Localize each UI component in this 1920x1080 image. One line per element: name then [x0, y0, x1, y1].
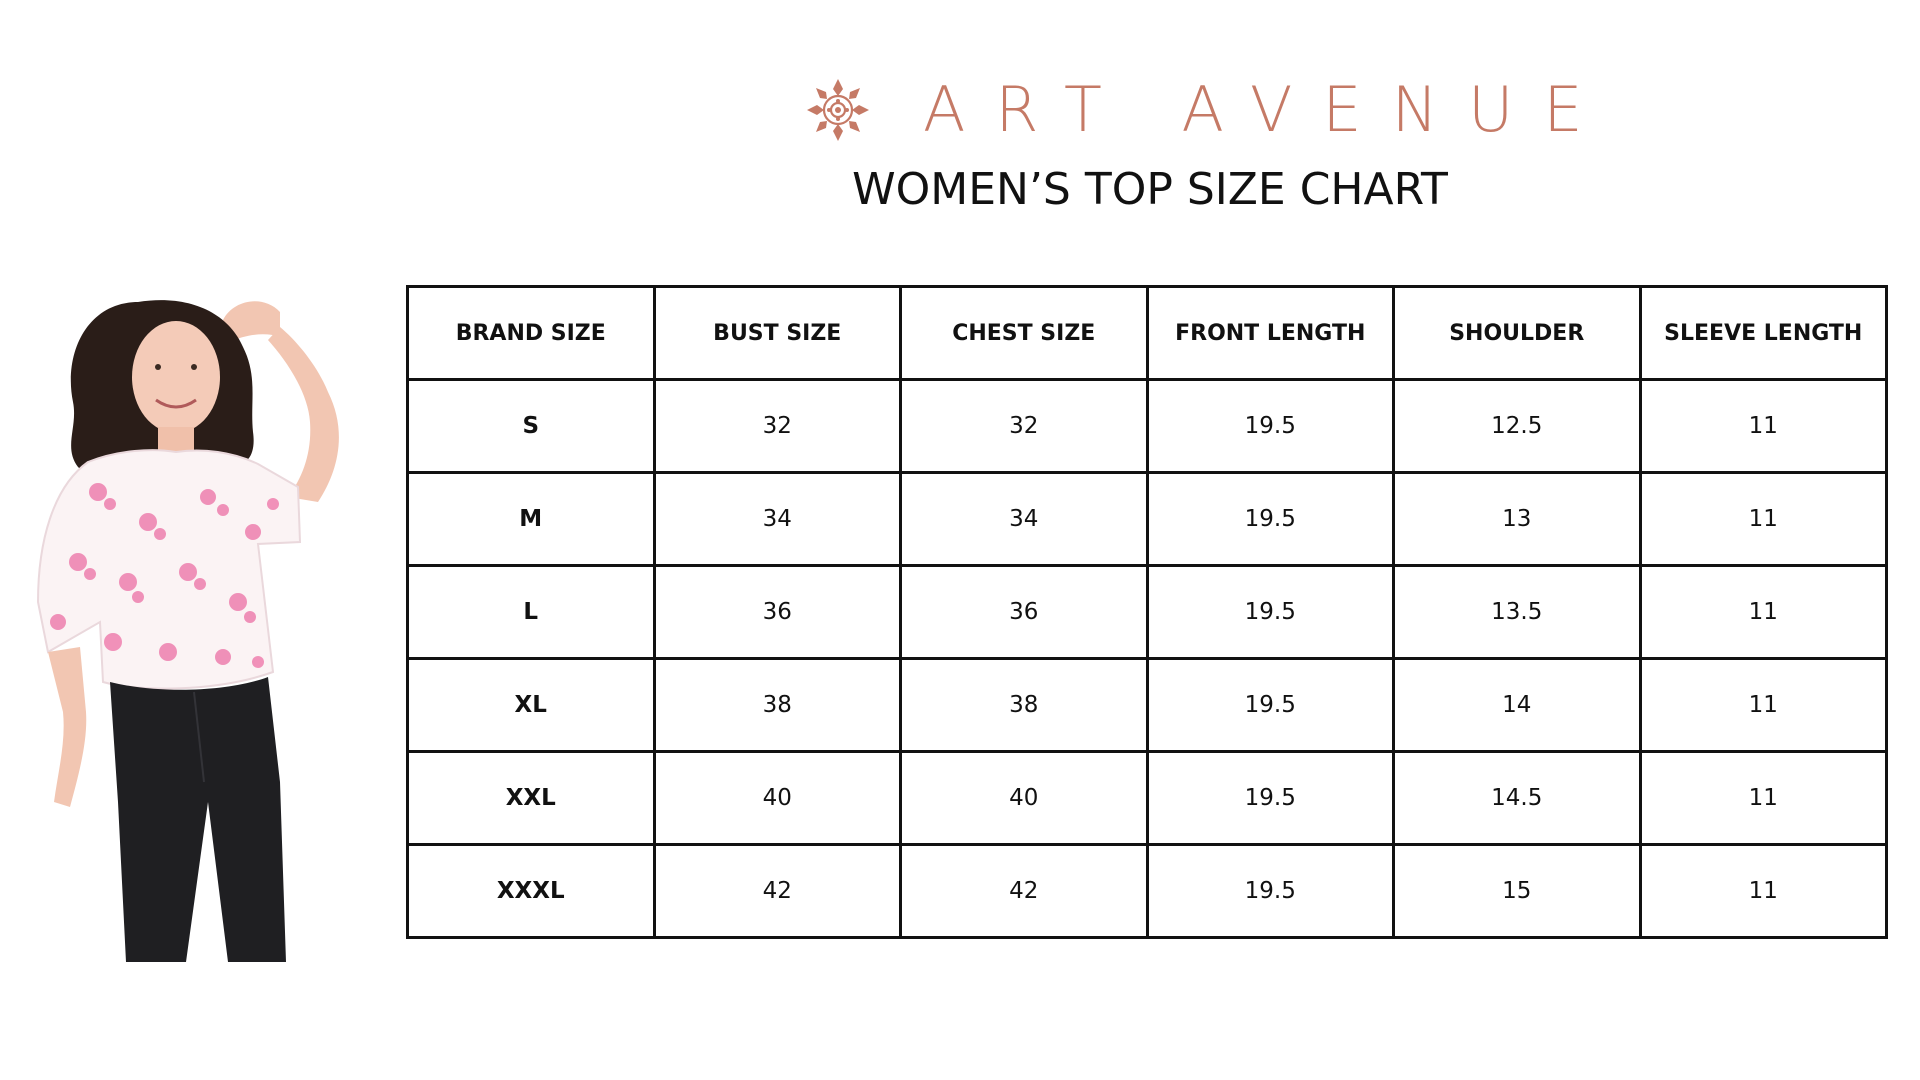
brand-name: ART AVENUE — [923, 73, 1613, 146]
model-photo — [18, 282, 398, 962]
front-length-value: 19.5 — [1147, 380, 1394, 473]
size-label: XXXL — [408, 845, 655, 938]
sleeve-length-value: 11 — [1640, 752, 1887, 845]
bust-value: 32 — [654, 380, 901, 473]
size-label: M — [408, 473, 655, 566]
table-row — [408, 566, 1887, 659]
table-row — [408, 659, 1887, 752]
shoulder-value: 15 — [1394, 845, 1641, 938]
chest-value: 42 — [901, 845, 1148, 938]
chest-value: 36 — [901, 566, 1148, 659]
front-length-value: 19.5 — [1147, 752, 1394, 845]
header-bust-size: BUST SIZE — [654, 287, 901, 380]
table-row — [408, 473, 1887, 566]
shoulder-value: 12.5 — [1394, 380, 1641, 473]
shoulder-value: 14 — [1394, 659, 1641, 752]
brand-header — [805, 70, 1613, 150]
bust-value: 34 — [654, 473, 901, 566]
sleeve-length-value: 11 — [1640, 845, 1887, 938]
size-label: L — [408, 566, 655, 659]
table-header-row — [408, 287, 1887, 380]
chest-value: 40 — [901, 752, 1148, 845]
bust-value: 40 — [654, 752, 901, 845]
table-row — [408, 752, 1887, 845]
shoulder-value: 14.5 — [1394, 752, 1641, 845]
header-chest-size: CHEST SIZE — [901, 287, 1148, 380]
table-row — [408, 845, 1887, 938]
front-length-value: 19.5 — [1147, 473, 1394, 566]
sleeve-length-value: 11 — [1640, 659, 1887, 752]
chest-value: 32 — [901, 380, 1148, 473]
header-brand-size: BRAND SIZE — [408, 287, 655, 380]
shoulder-value: 13.5 — [1394, 566, 1641, 659]
header-front-length: FRONT LENGTH — [1147, 287, 1394, 380]
chest-value: 38 — [901, 659, 1148, 752]
sleeve-length-value: 11 — [1640, 380, 1887, 473]
size-label: S — [408, 380, 655, 473]
header-sleeve-length: SLEEVE LENGTH — [1640, 287, 1887, 380]
size-chart-table — [406, 285, 1888, 939]
table-row — [408, 380, 1887, 473]
page-title: WOMEN’S TOP SIZE CHART — [852, 164, 1448, 215]
sleeve-length-value: 11 — [1640, 566, 1887, 659]
size-label: XXL — [408, 752, 655, 845]
header-shoulder: SHOULDER — [1394, 287, 1641, 380]
shoulder-value: 13 — [1394, 473, 1641, 566]
size-label: XL — [408, 659, 655, 752]
front-length-value: 19.5 — [1147, 845, 1394, 938]
sleeve-length-value: 11 — [1640, 473, 1887, 566]
bust-value: 36 — [654, 566, 901, 659]
chest-value: 34 — [901, 473, 1148, 566]
bust-value: 38 — [654, 659, 901, 752]
bust-value: 42 — [654, 845, 901, 938]
front-length-value: 19.5 — [1147, 566, 1394, 659]
mandala-logo-icon — [805, 77, 871, 143]
front-length-value: 19.5 — [1147, 659, 1394, 752]
